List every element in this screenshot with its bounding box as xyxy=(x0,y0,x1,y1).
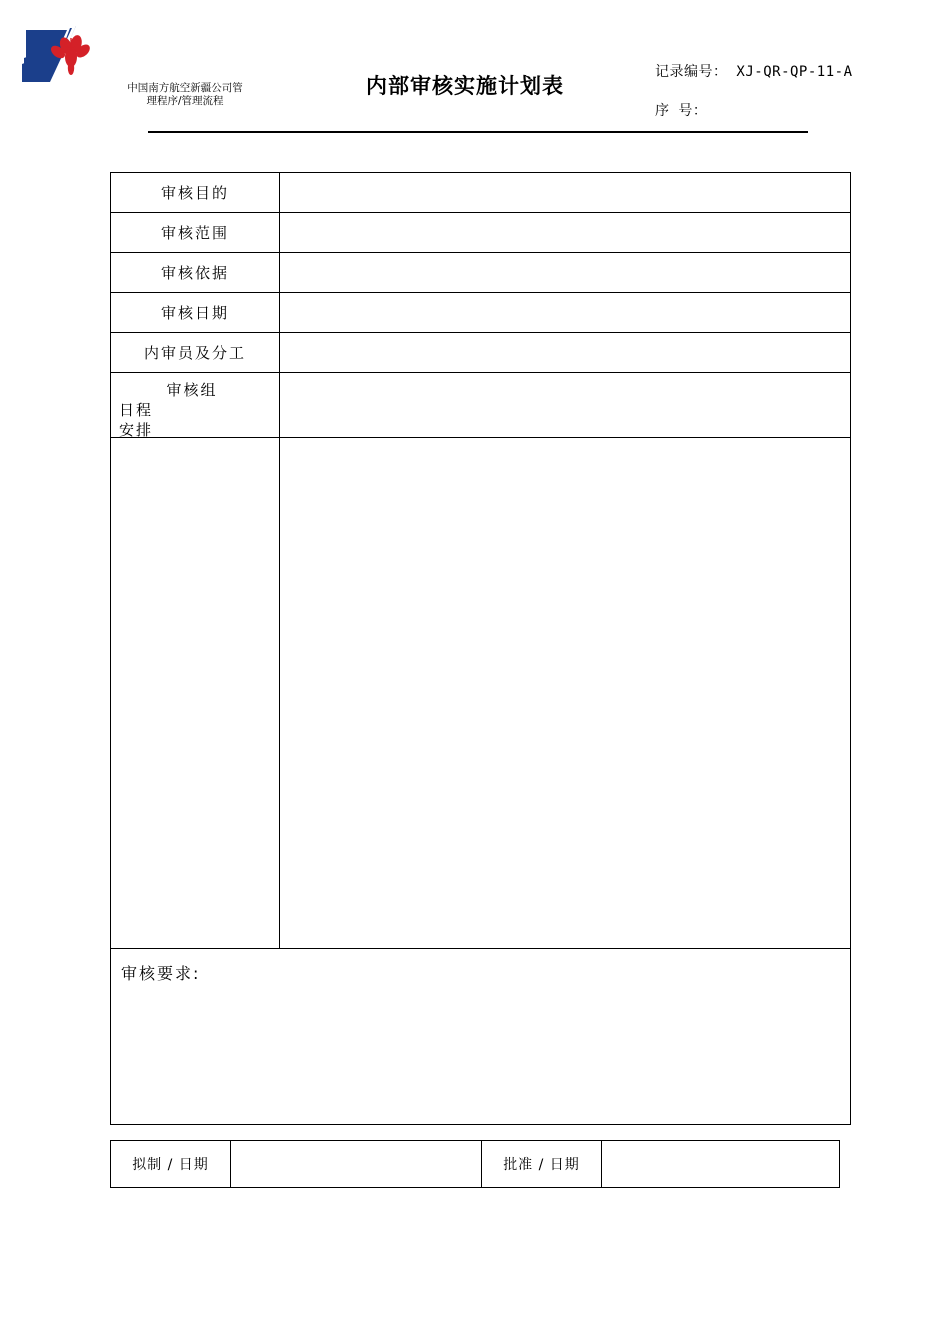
company-name-line1: 中国南方航空新疆公司管 xyxy=(127,82,243,94)
table-row-detail xyxy=(111,438,851,949)
prepared-by-value[interactable] xyxy=(231,1141,482,1188)
field-label-basis: 审核依据 xyxy=(111,253,280,293)
table-row xyxy=(111,213,851,253)
field-label-schedule xyxy=(111,373,280,438)
document-header xyxy=(0,0,950,140)
sequence-number-label: 序 号： xyxy=(655,103,708,119)
china-southern-airlines-logo-icon xyxy=(20,24,110,86)
record-number: 记录编号： XJ-QR-QP-11-A xyxy=(655,64,853,80)
prepared-by-label: 拟制 / 日期 xyxy=(111,1141,231,1188)
page-title: 内部审核实施计划表 xyxy=(366,74,564,98)
table-row xyxy=(111,173,851,213)
field-value-schedule[interactable] xyxy=(280,373,851,438)
detail-left-cell[interactable] xyxy=(111,438,280,949)
table-row xyxy=(111,333,851,373)
field-value-basis[interactable] xyxy=(280,253,851,293)
schedule-label-line3: 安排 xyxy=(119,421,154,439)
field-value-date[interactable] xyxy=(280,293,851,333)
table-row-schedule xyxy=(111,373,851,438)
audit-requirements-cell[interactable] xyxy=(111,949,851,1125)
audit-plan-table xyxy=(110,172,851,1125)
schedule-label-line2: 日程 xyxy=(119,401,154,419)
field-label-scope: 审核范围 xyxy=(111,213,280,253)
table-row xyxy=(111,253,851,293)
table-row-signatures xyxy=(111,1141,840,1188)
header-divider xyxy=(148,131,808,133)
field-value-scope[interactable] xyxy=(280,213,851,253)
field-label-auditors: 内审员及分工 xyxy=(111,333,280,373)
company-name xyxy=(105,82,265,108)
table-row-requirements xyxy=(111,949,851,1125)
field-value-auditors[interactable] xyxy=(280,333,851,373)
approved-by-label: 批准 / 日期 xyxy=(482,1141,602,1188)
field-label-date: 审核日期 xyxy=(111,293,280,333)
schedule-label-line1: 审核组 xyxy=(166,381,218,399)
approved-by-value[interactable] xyxy=(602,1141,840,1188)
company-name-line2: 理程序/管理流程 xyxy=(146,95,224,107)
signature-table xyxy=(110,1140,840,1188)
detail-right-cell[interactable] xyxy=(280,438,851,949)
field-value-purpose[interactable] xyxy=(280,173,851,213)
audit-requirements-label: 审核要求: xyxy=(121,964,201,983)
table-row xyxy=(111,293,851,333)
field-label-purpose: 审核目的 xyxy=(111,173,280,213)
